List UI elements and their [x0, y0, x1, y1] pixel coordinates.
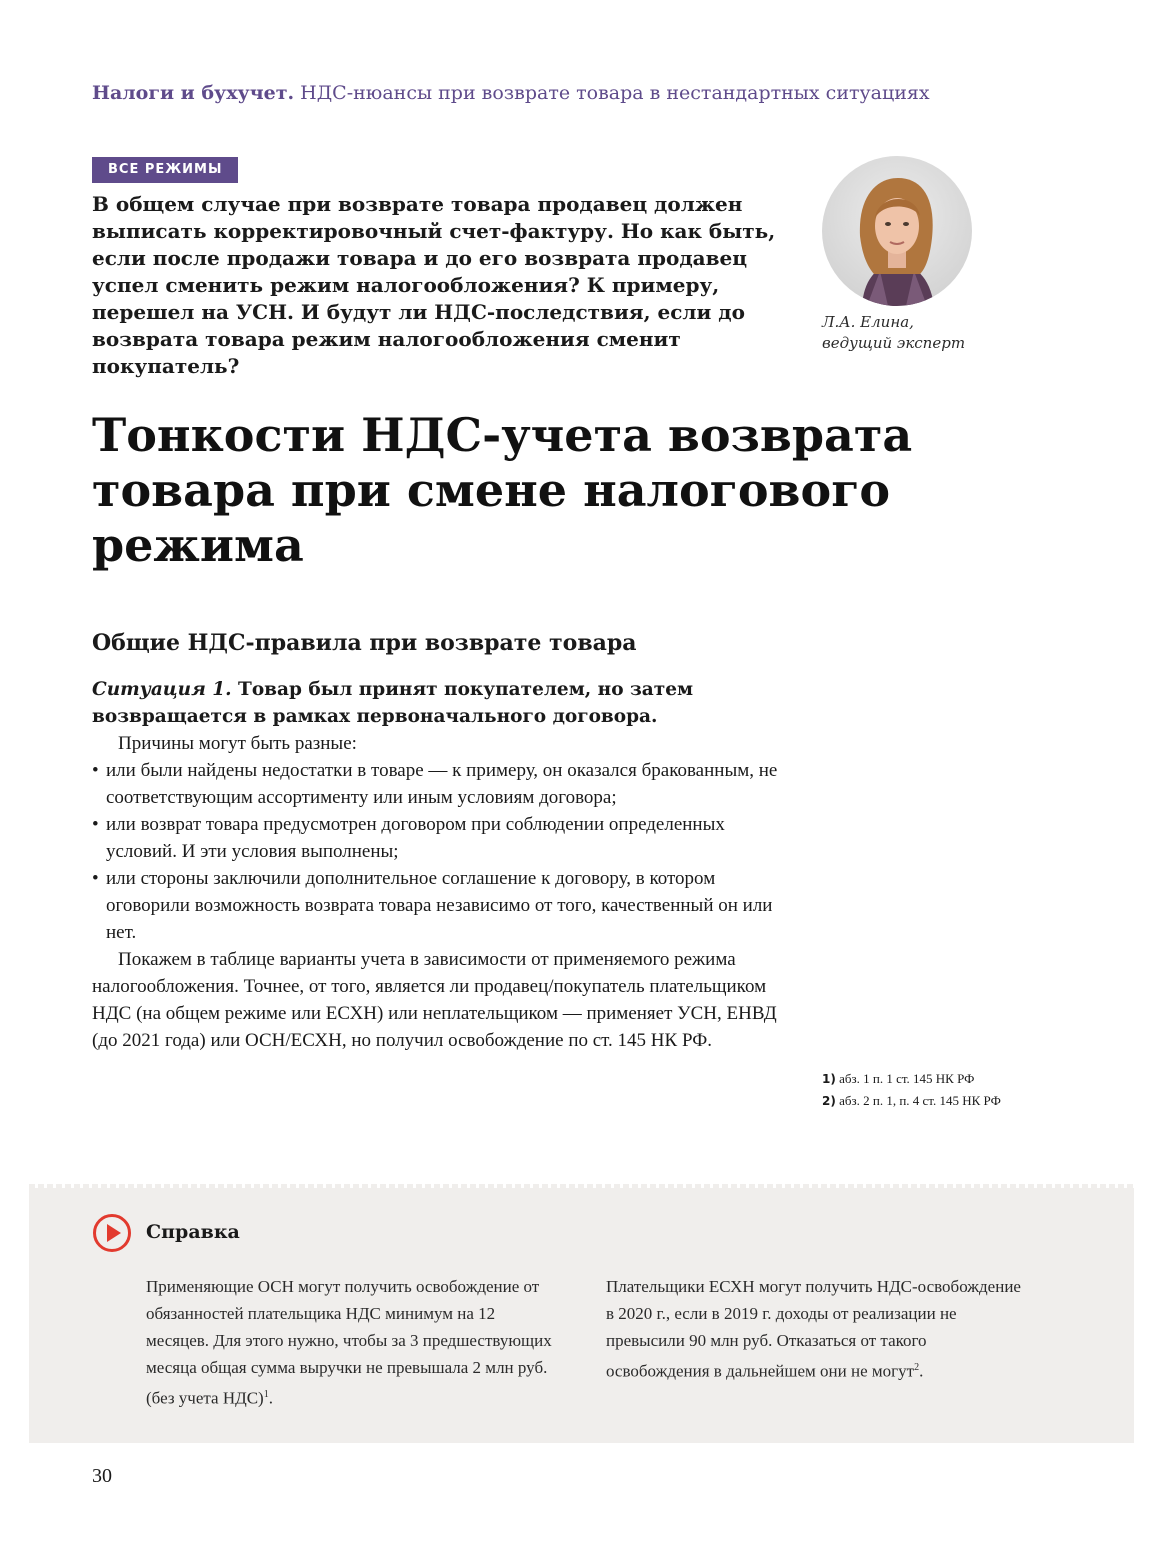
situation-label: Ситуация 1.	[92, 679, 232, 700]
author-caption	[822, 312, 965, 354]
footnote-ref: 1	[263, 1389, 269, 1400]
reference-box-title: Справка	[146, 1221, 240, 1243]
author-position: ведущий эксперт	[822, 334, 966, 352]
reference-left-text: Применяющие ОСН могут получить освобождение от обязанностей плательщика НДС минимум на 12 месяцев. Для этого нужно, чтобы за 3 предшествующих месяца общая сумма выручки не превышала 2 млн руб. (без учета НДС)	[146, 1277, 552, 1408]
author-avatar	[822, 156, 972, 306]
list-item: • или возврат товара предусмотрен договором при соблюдении определенных условий. И эти условия выполнены;	[92, 811, 782, 865]
reference-right-column: Плательщики ЕСХН могут получить НДС-освобождение в 2020 г., если в 2019 г. доходы от реализации не превысили 90 млн руб. Отказаться от такого освобождения в дальнейшем они не могут$^2$.	[606, 1277, 1021, 1381]
reference-left-column: Применяющие ОСН могут получить освобождение от обязанностей плательщика НДС минимум на 12 месяцев. Для этого нужно, чтобы за 3 предшествующих месяца общая сумма выручки не превышала 2 млн руб. (без учета НДС)$^1$.	[146, 1277, 552, 1408]
section-subheading: Общие НДС-правила при возврате товара	[92, 630, 637, 656]
lead-paragraph: В общем случае при возврате товара продавец должен выписать корректировочный счет-фактуру. Но как быть, если после продажи товара и до его возврата продавец успел сменить режим налогообложения? К примеру, перешел на УСН. И будут ли НДС-последствия, если до возврата товара режим налогообложения сменит покупатель?	[92, 192, 776, 378]
situation-paragraph	[92, 676, 782, 730]
running-head-article: НДС-нюансы при возврате товара в нестандартных ситуациях	[300, 82, 930, 104]
page-number: 30	[92, 1465, 112, 1487]
closing-paragraph: Покажем в таблице варианты учета в зависимости от применяемого режима налогообложения. Точнее, от того, является ли продавец/покупатель плательщиком НДС (на общем режиме или ЕСХН) или неплательщиком — применяет УСН, ЕНВД (до 2021 года) или ОСН/ЕСХН, но получил освобождение по ст. 145 НК РФ.	[92, 949, 777, 1051]
footnote-marker: 1)	[822, 1072, 836, 1086]
reasons-intro: Причины могут быть разные:	[118, 733, 357, 754]
footnotes	[822, 1068, 1001, 1112]
running-head-section: Налоги и бухучет.	[92, 82, 295, 104]
footnote	[822, 1068, 1001, 1090]
footnote-ref: 2	[914, 1362, 920, 1373]
article-title: Тонкости НДС-учета возврата товара при смене налогового режима	[92, 408, 913, 572]
list-item: • или были найдены недостатки в товаре — к примеру, он оказался бракованным, не соответствующим ассортименту или иным условиям договора;	[92, 757, 782, 811]
author-portrait-image	[822, 156, 972, 306]
footnote-text: абз. 1 п. 1 ст. 145 НК РФ	[839, 1071, 975, 1086]
reference-box	[29, 1187, 1134, 1443]
situation-text: Товар был принят покупателем, но затем возвращается в рамках первоначального договора.	[92, 679, 694, 727]
list-item: • или стороны заключили дополнительное соглашение к договору, в котором оговорили возможность возврата товара независимо от того, качественный он или нет.	[92, 865, 782, 946]
reference-right-text: Плательщики ЕСХН могут получить НДС-освобождение в 2020 г., если в 2019 г. доходы от реализации не превысили 90 млн руб. Отказаться от такого освобождения в дальнейшем они не могут	[606, 1277, 1021, 1381]
footnote	[822, 1090, 1001, 1112]
running-head	[92, 82, 930, 104]
author-name: Л.А. Елина,	[822, 313, 914, 331]
reasons-list	[92, 757, 782, 946]
footnote-marker: 2)	[822, 1094, 836, 1108]
article-body	[92, 676, 782, 1054]
play-icon	[92, 1213, 132, 1253]
footnote-text: абз. 2 п. 1, п. 4 ст. 145 НК РФ	[839, 1093, 1001, 1108]
regime-badge: ВСЕ РЕЖИМЫ	[92, 157, 238, 183]
